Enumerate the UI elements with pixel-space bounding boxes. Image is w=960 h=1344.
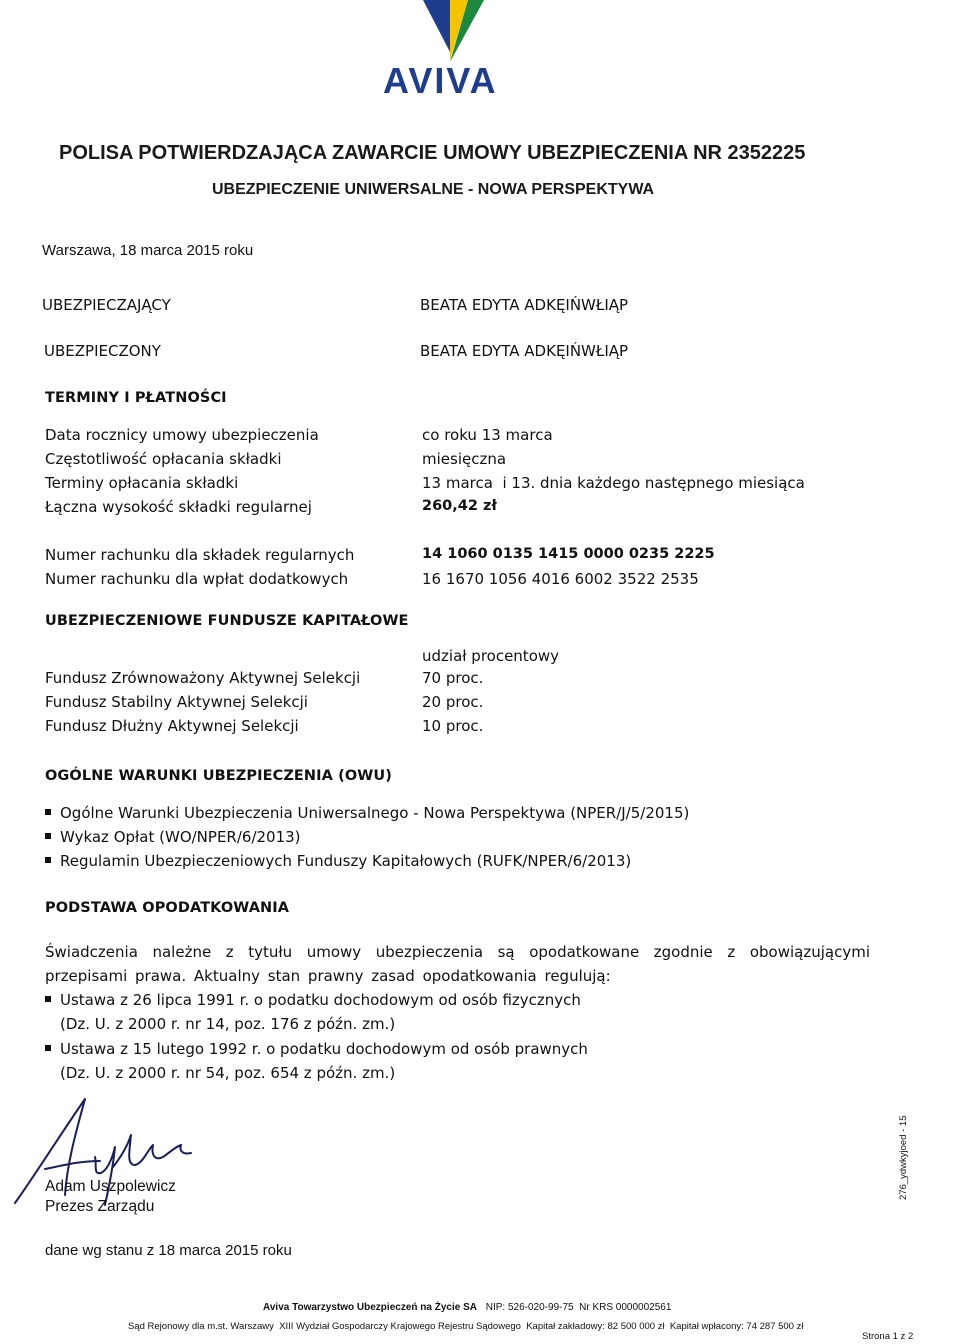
footer-company: Aviva Towarzystwo Ubezpieczeń na Życie SA	[263, 1302, 477, 1313]
terms-label: Częstotliwość opłacania składki	[45, 450, 282, 468]
fund-share-header: udział procentowy	[422, 647, 560, 665]
owu-heading: OGÓLNE WARUNKI UBEZPIECZENIA (OWU)	[45, 768, 392, 784]
tax-list-item	[45, 1040, 588, 1058]
policy-title: POLISA POTWIERDZAJĄCA ZAWARCIE UMOWY UBEZPIECZENIA NR 2352225	[59, 142, 806, 164]
bullet-icon	[45, 857, 51, 863]
insured-value: BEATA EDYTA ADKĘIŃWŁIĄP	[420, 342, 629, 360]
tax-item-text: Ustawa z 26 lipca 1991 r. o podatku dochodowym od osób fizycznych	[60, 991, 581, 1009]
tax-item-citation: (Dz. U. z 2000 r. nr 54, poz. 654 z późn. zm.)	[60, 1064, 396, 1082]
account-number-regular: 14 1060 0135 1415 0000 0235 2225	[422, 546, 715, 562]
bullet-icon	[45, 833, 51, 839]
aviva-wordmark: AVIVA	[383, 60, 498, 101]
premium-total-value: 260,42 zł	[422, 498, 497, 514]
fund-share: 10 proc.	[422, 717, 484, 735]
owu-item-text: Regulamin Ubezpieczeniowych Funduszy Kapitałowych (RUFK/NPER/6/2013)	[60, 852, 632, 870]
bullet-icon	[45, 1045, 51, 1051]
aviva-logo	[380, 0, 525, 102]
owu-item-text: Ogólne Warunki Ubezpieczenia Uniwersalnego - Nowa Perspektywa (NPER/J/5/2015)	[60, 804, 690, 822]
terms-heading: TERMINY I PŁATNOŚCI	[45, 390, 227, 406]
handwritten-signature	[5, 1095, 195, 1215]
footer-company-line	[263, 1302, 671, 1313]
fund-name: Fundusz Dłużny Aktywnej Selekcji	[45, 717, 299, 735]
owu-list-item	[45, 852, 631, 870]
owu-item-text: Wykaz Opłat (WO/NPER/6/2013)	[60, 828, 301, 846]
bullet-icon	[45, 809, 51, 815]
terms-value: 13 marca i 13. dnia każdego następnego miesiąca	[422, 474, 805, 492]
account-label: Numer rachunku dla wpłat dodatkowych	[45, 570, 349, 588]
tax-heading: PODSTAWA OPODATKOWANIA	[45, 900, 290, 916]
fund-name: Fundusz Stabilny Aktywnej Selekcji	[45, 693, 308, 711]
owu-list-item	[45, 828, 301, 846]
policyholder-label: UBEZPIECZAJĄCY	[42, 296, 171, 314]
terms-value: co roku 13 marca	[422, 426, 553, 444]
terms-label: Data rocznicy umowy ubezpieczenia	[45, 426, 319, 444]
tax-item-citation: (Dz. U. z 2000 r. nr 14, poz. 176 z późn. zm.)	[60, 1015, 396, 1033]
place-date: Warszawa, 18 marca 2015 roku	[42, 242, 254, 259]
owu-list-item	[45, 804, 689, 822]
footer-ids: NIP: 526-020-99-75 Nr KRS 0000002561	[485, 1302, 672, 1313]
terms-value: miesięczna	[422, 450, 507, 468]
data-as-of-note: dane wg stanu z 18 marca 2015 roku	[45, 1242, 292, 1259]
side-document-code: 276_ydwkyjoed - 15	[898, 1115, 909, 1200]
bullet-icon	[45, 996, 51, 1002]
insured-label: UBEZPIECZONY	[44, 342, 161, 360]
funds-heading: UBEZPIECZENIOWE FUNDUSZE KAPITAŁOWE	[45, 613, 409, 629]
fund-share: 70 proc.	[422, 669, 484, 687]
account-number-additional: 16 1670 1056 4016 6002 3522 2535	[422, 570, 699, 588]
fund-share: 20 proc.	[422, 693, 484, 711]
policy-subtitle: UBEZPIECZENIE UNIWERSALNE - NOWA PERSPEKTYWA	[212, 181, 655, 198]
signatory-name: Adam Uszpolewicz	[45, 1178, 176, 1195]
footer-page-number: Strona 1 z 2	[862, 1331, 914, 1342]
signatory-title: Prezes Zarządu	[45, 1198, 155, 1215]
fund-name: Fundusz Zrównoważony Aktywnej Selekcji	[45, 669, 361, 687]
terms-label: Łączna wysokość składki regularnej	[45, 498, 312, 516]
tax-paragraph: Świadczenia należne z tytułu umowy ubezpieczenia są opodatkowane zgodnie z obowiązującymi przepisami prawa. Aktualny stan prawny zasad opodatkowania regulują:	[45, 943, 870, 985]
tax-list-item	[45, 991, 581, 1009]
account-label: Numer rachunku dla składek regularnych	[45, 546, 355, 564]
tax-item-text: Ustawa z 15 lutego 1992 r. o podatku dochodowym od osób prawnych	[60, 1040, 588, 1058]
terms-label: Terminy opłacania składki	[45, 474, 239, 492]
policyholder-value: BEATA EDYTA ADKĘIŃWŁIĄP	[420, 296, 629, 314]
footer-registry: Sąd Rejonowy dla m.st. Warszawy XIII Wydział Gospodarczy Krajowego Rejestru Sądowego Kapitał zakładowy: 82 500 000 zł Kapitał wpłacony: 74 287 500 zł	[128, 1321, 804, 1332]
